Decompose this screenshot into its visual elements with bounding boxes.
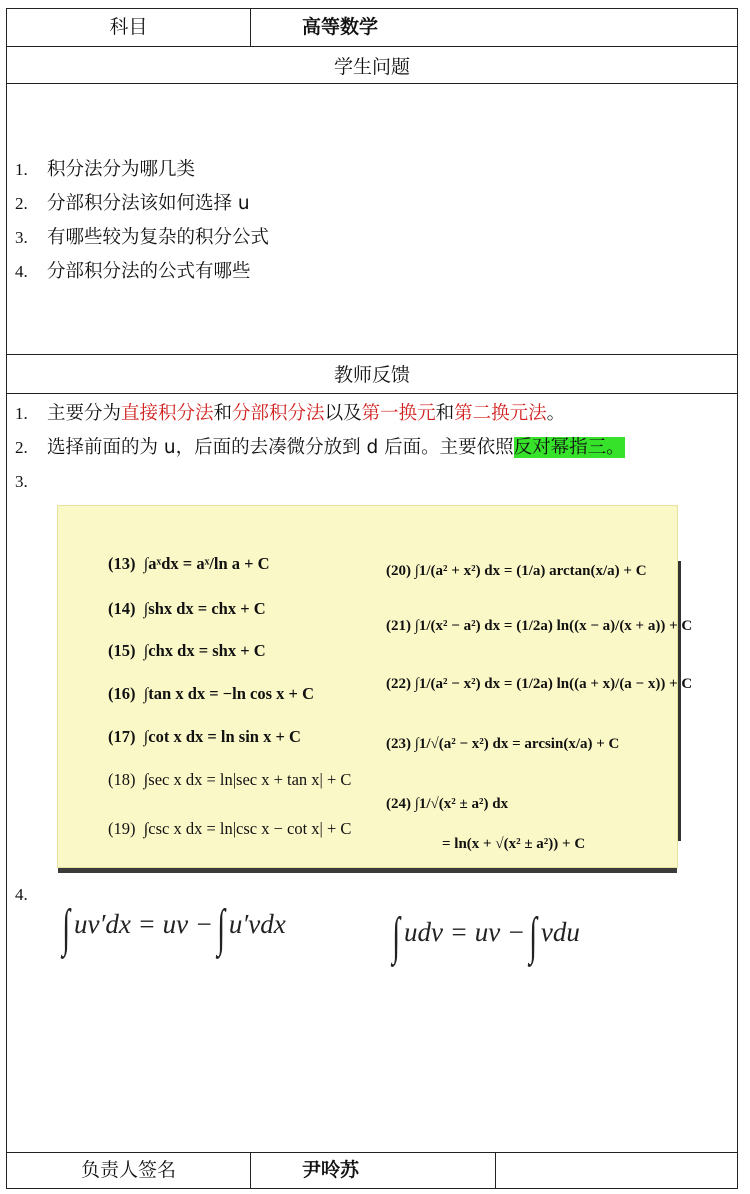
red-term: 第二换元法 — [454, 403, 547, 424]
question-text: 有哪些较为复杂的积分公式 — [47, 227, 270, 248]
list-item — [7, 431, 727, 465]
item-number: 1. — [15, 160, 28, 179]
formula-20 — [386, 563, 647, 580]
formula-expr: ∫csc x dx = ln|csc x − cot x| + C — [143, 819, 352, 838]
formula-number: (16) — [108, 684, 136, 703]
integral-sign: ∫ — [529, 908, 537, 965]
formula-21 — [386, 618, 692, 635]
formula-18 — [108, 770, 351, 790]
list-item — [7, 221, 727, 255]
formula-expr: ∫chx dx = shx + C — [143, 641, 266, 660]
questions-title: 学生问题 — [333, 56, 410, 78]
formula-number: (23) — [386, 736, 411, 752]
row-divider — [7, 1152, 737, 1153]
formula-19 — [108, 819, 351, 839]
formula-number: (13) — [108, 554, 136, 573]
question-text: 分部积分法该如何选择 u — [47, 193, 250, 214]
formula-number: (24) — [386, 796, 411, 812]
feedback-text-2 — [47, 431, 625, 465]
integral-sign: ∫ — [62, 900, 71, 957]
formula-17 — [108, 727, 301, 747]
formula-24-result: = ln(x + √(x² ± a²)) + C — [442, 836, 586, 852]
text-span: 和 — [213, 403, 233, 424]
text-span: 。 — [546, 403, 566, 424]
item-number: 3. — [15, 472, 28, 491]
formula-15 — [108, 641, 266, 661]
parts-formula-1 — [62, 899, 286, 958]
formula-number: (18) — [108, 770, 136, 789]
highlighted-term: 反对幂指三。 — [513, 437, 625, 458]
formula-expr: ∫sec x dx = ln|sec x + tan x| + C — [143, 770, 352, 789]
formula-14 — [108, 599, 266, 619]
formula-expr: udv = uv − — [404, 917, 526, 947]
text-span: 主要分为 — [47, 403, 122, 424]
parts-formula-2 — [392, 907, 580, 966]
item-number: 1. — [15, 404, 28, 423]
formula-number: (17) — [108, 727, 136, 746]
formula-number: (20) — [386, 563, 411, 579]
formula-23 — [386, 736, 619, 753]
list-item — [7, 255, 727, 289]
formula-number: (19) — [108, 819, 136, 838]
header-divider — [250, 9, 251, 46]
formula-13 — [108, 554, 270, 574]
formula-expr: u′vdx — [228, 909, 286, 939]
text-span: 以及 — [324, 403, 362, 424]
formula-expr: uv′dx = uv − — [74, 909, 214, 939]
image-edge — [58, 868, 677, 873]
feedback-text-1 — [47, 397, 565, 431]
integral-sign: ∫ — [392, 908, 401, 965]
row-divider — [7, 354, 737, 355]
question-text: 分部积分法的公式有哪些 — [47, 261, 251, 282]
feedback-list — [7, 397, 727, 499]
formula-expr: ∫1/√(a² − x²) dx = arcsin(x/a) + C — [414, 736, 620, 752]
questions-list — [7, 153, 727, 289]
item-number: 3. — [15, 228, 28, 247]
record-sheet — [6, 8, 738, 1189]
formula-22 — [386, 676, 692, 693]
text-span: 选择前面的为 u，后面的去凑微分放到 d 后面。主要依照 — [47, 437, 514, 458]
list-item — [7, 397, 727, 431]
question-text: 积分法分为哪几类 — [47, 159, 196, 180]
formula-expr: ∫shx dx = chx + C — [143, 599, 266, 618]
formula-expr: ∫cot x dx = ln sin x + C — [143, 727, 301, 746]
row-divider — [7, 393, 737, 394]
integral-sign: ∫ — [217, 900, 225, 957]
formula-expr: ∫1/√(x² ± a²) dx — [414, 796, 509, 812]
signer-label: 负责人签名 — [80, 1159, 176, 1181]
item-number: 2. — [15, 194, 28, 213]
formula-expr: ∫1/(a² + x²) dx = (1/a) arctan(x/a) + C — [414, 563, 647, 579]
image-edge — [678, 561, 681, 841]
feedback-title: 教师反馈 — [333, 364, 410, 386]
item-number: 4. — [15, 885, 28, 904]
row-divider — [7, 46, 737, 47]
formula-expr: vdu — [540, 917, 580, 947]
formula-expr: ∫aˣdx = aˣ/ln a + C — [143, 554, 270, 573]
formula-number: (15) — [108, 641, 136, 660]
formula-16 — [108, 684, 314, 704]
formula-expr: ∫1/(a² − x²) dx = (1/2a) ln((a + x)/(a − x)) + C — [414, 676, 693, 692]
list-item — [7, 465, 727, 499]
footer-divider — [250, 1152, 251, 1189]
formula-expr: ∫tan x dx = −ln cos x + C — [143, 684, 314, 703]
item-number: 2. — [15, 438, 28, 457]
subject-value: 高等数学 — [302, 16, 379, 38]
formula-expr: ∫1/(x² − a²) dx = (1/2a) ln((x − a)/(x + a)) + C — [414, 618, 693, 634]
integral-formulas-image — [57, 505, 693, 868]
subject-label: 科目 — [109, 16, 148, 38]
footer-divider — [495, 1152, 496, 1189]
list-item — [7, 187, 727, 221]
red-term: 分部积分法 — [232, 403, 325, 424]
list-item — [7, 153, 727, 187]
formula-number: (21) — [386, 618, 411, 634]
red-term: 第一换元 — [361, 403, 436, 424]
formula-number: (14) — [108, 599, 136, 618]
formula-24 — [386, 796, 508, 813]
formula-number: (22) — [386, 676, 411, 692]
signer-name: 尹呤苏 — [302, 1159, 360, 1181]
red-term: 直接积分法 — [121, 403, 214, 424]
row-divider — [7, 83, 737, 84]
text-span: 和 — [435, 403, 455, 424]
item-number: 4. — [15, 262, 28, 281]
